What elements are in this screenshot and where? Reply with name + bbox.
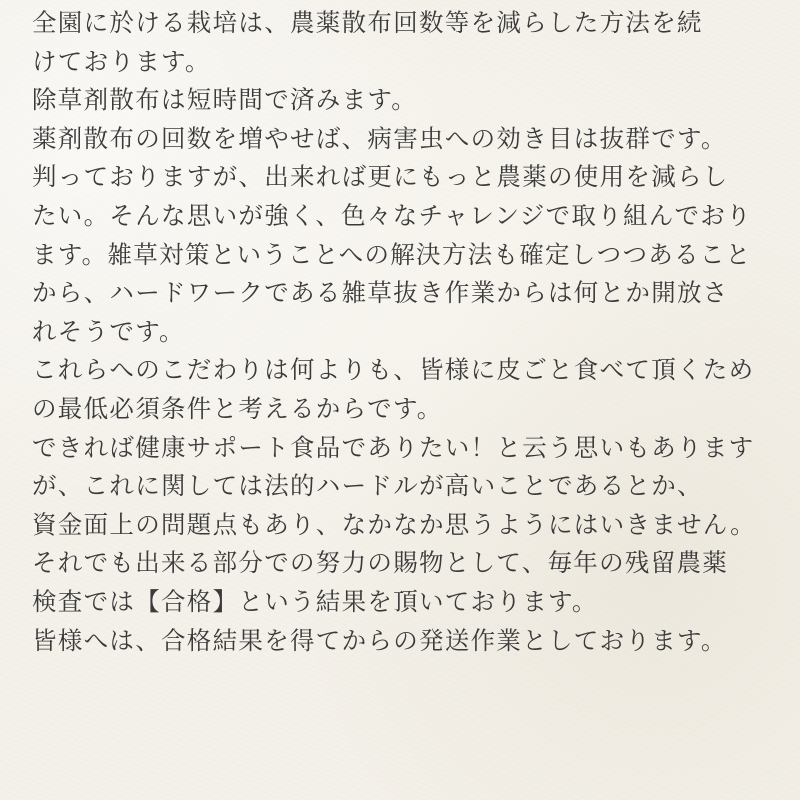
text-line: たい。そんな思いが強く、色々なチャレンジで取り組んでおり bbox=[32, 200, 752, 230]
text-line: それでも出来る部分での努力の賜物として、毎年の残留農薬 bbox=[32, 548, 729, 578]
text-line: けております。 bbox=[32, 46, 211, 76]
text-line: できれば健康サポート食品でありたい！と云う思いもあります bbox=[32, 432, 755, 462]
text-line: 薬剤散布の回数を増やせば、病害虫への効き目は抜群です。 bbox=[32, 123, 727, 153]
text-line: 判っておりますが、出来れば更にもっと農薬の使用を減らし bbox=[32, 162, 729, 192]
text-line: 検査では【合格】という結果を頂いております。 bbox=[32, 586, 598, 616]
text-line: 皆様へは、合格結果を得てからの発送作業としております。 bbox=[32, 625, 727, 655]
text-line: これらへのこだわりは何よりも、皆様に皮ごと食べて頂くため bbox=[32, 355, 755, 385]
text-line: 資金面上の問題点もあり、なかなか思うようにはいきません。 bbox=[32, 509, 756, 539]
text-line: ます。雑草対策ということへの解決方法も確定しつつあること bbox=[32, 239, 752, 269]
text-line: が、これに関しては法的ハードルが高いことであるとか、 bbox=[32, 471, 703, 501]
text-line: から、ハードワークである雑草抜き作業からは何とか開放さ bbox=[32, 278, 729, 308]
text-line: 全園に於ける栽培は、農薬散布回数等を減らした方法を続 bbox=[32, 8, 703, 37]
text-line: れそうです。 bbox=[32, 316, 185, 346]
text-line: の最低必須条件と考えるからです。 bbox=[32, 393, 443, 423]
text-line: 除草剤散布は短時間で済みます。 bbox=[32, 85, 418, 115]
